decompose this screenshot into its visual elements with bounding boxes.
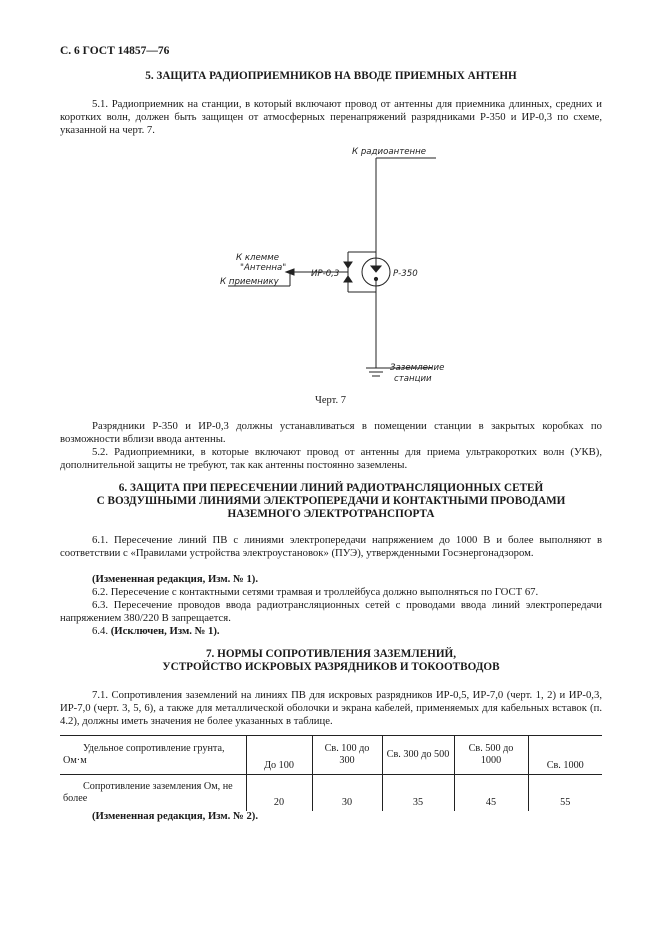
circuit-diagram [0, 0, 661, 420]
paragraph-6-4-number: 6.4. [92, 625, 111, 637]
paragraph-6-4-text: (Исключен, Изм. № 1). [110, 625, 220, 637]
paragraph-6-1: 6.1. Пересечение линий ПВ с линиями электропередачи напряжением до 1000 В и более выполняют в соответствии с «Правилами устройства электроустановок» (ПУЭ), утвержденными Госэнергонадзором. [60, 534, 602, 559]
table-cell: 30 [312, 775, 382, 812]
section-7-title-line-2: УСТРОЙСТВО ИСКРОВЫХ РАЗРЯДНИКОВ И ТОКООТВОДОВ [162, 661, 500, 673]
section-7-title-line-1: 7. НОРМЫ СОПРОТИВЛЕНИЯ ЗАЗЕМЛЕНИЙ, [205, 648, 457, 660]
table-header-cell: До 100 [246, 736, 312, 775]
table-header-cell: Св. 100 до 300 [312, 736, 382, 775]
label-to-terminal-1: К клемме [236, 253, 280, 263]
section-6-title-line-2: С ВОЗДУШНЫМИ ЛИНИЯМИ ЭЛЕКТРОПЕРЕДАЧИ И КОНТАКТНЫМИ ПРОВОДАМИ [96, 495, 566, 507]
label-to-receiver: К приемнику [220, 277, 279, 287]
paragraph-5-2: 5.2. Радиоприемники, в которые включают провод от антенны для приема ультракоротких волн (УКВ), дополнительной защиты не требуют, так как антенны постоянно заземлены. [60, 446, 602, 471]
table-header-cell: Св. 1000 [528, 736, 602, 775]
paragraph-7-1: 7.1. Сопротивления заземлений на линиях ПВ для искровых разрядников ИР-0,5, ИР-7,0 (черт. 1, 2) и ИР-0,3, ИР-7,0 (черт. 3, 5, 6), а также для металлической оболочки и экрана кабелей, применяемых для кабельных вставок (п. 4.2), должны иметь значения не более указанных в таблице. [60, 689, 602, 727]
paragraph-5-1: 5.1. Радиоприемник на станции, в который включают провод от антенны для приемника длинных, средних и коротких волн, должен быть защищен от атмосферных перенапряжений разрядниками Р-350 и ИР-0,3 по схеме, указанной на черт. 7. [60, 98, 602, 136]
page-header: С. 6 ГОСТ 14857—76 [60, 45, 170, 57]
table-header-cell: Св. 500 до 1000 [454, 736, 528, 775]
label-to-antenna: К радиоантенне [352, 147, 427, 157]
label-ground-2: станции [394, 374, 432, 384]
table-header-row [60, 736, 602, 775]
ground-resistance-table [60, 735, 602, 811]
edit-note-1: (Измененная редакция, Изм. № 1). [92, 573, 259, 585]
section-6-title-line-1: 6. ЗАЩИТА ПРИ ПЕРЕСЕЧЕНИИ ЛИНИЙ РАДИОТРАНСЛЯЦИОННЫХ СЕТЕЙ [118, 482, 544, 494]
label-p350: Р-350 [393, 269, 418, 279]
figure-caption: Черт. 7 [315, 395, 346, 406]
label-ground-1: Заземление [390, 363, 445, 373]
table-cell: 35 [382, 775, 454, 812]
edit-note-2: (Измененная редакция, Изм. № 2). [92, 810, 259, 822]
table-header-cell: Удельное сопротивление грунта, Ом·м [60, 736, 246, 775]
table-cell: 20 [246, 775, 312, 812]
ir03-arrester [344, 262, 352, 268]
section-5-title: 5. ЗАЩИТА РАДИОПРИЕМНИКОВ НА ВВОДЕ ПРИЕМНЫХ АНТЕНН [145, 70, 517, 82]
paragraph-6-4 [60, 625, 602, 638]
table-cell: 45 [454, 775, 528, 812]
section-6-title-line-3: НАЗЕМНОГО ЭЛЕКТРОТРАНСПОРТА [227, 508, 435, 520]
table-header-cell: Св. 300 до 500 [382, 736, 454, 775]
paragraph-6-2: 6.2. Пересечение с контактными сетями трамвая и троллейбуса должно выполняться по ГОСТ 67. [92, 586, 539, 598]
paragraph-6-3: 6.3. Пересечение проводов ввода радиотрансляционных сетей с проводами ввода линий электропередачи напряжением 380/220 В запрещается. [60, 599, 602, 624]
table-row-label: Сопротивление заземления Ом, не более [63, 781, 233, 804]
label-to-terminal-2: "Антенна" [240, 263, 287, 273]
label-ir03: ИР-0,3 [311, 269, 340, 279]
table-row [60, 775, 602, 812]
paragraph-5-1-note: Разрядники Р-350 и ИР-0,3 должны устанавливаться в помещении станции в закрытых коробках по возможности вблизи ввода антенны. [60, 420, 602, 445]
table-cell: 55 [528, 775, 602, 812]
